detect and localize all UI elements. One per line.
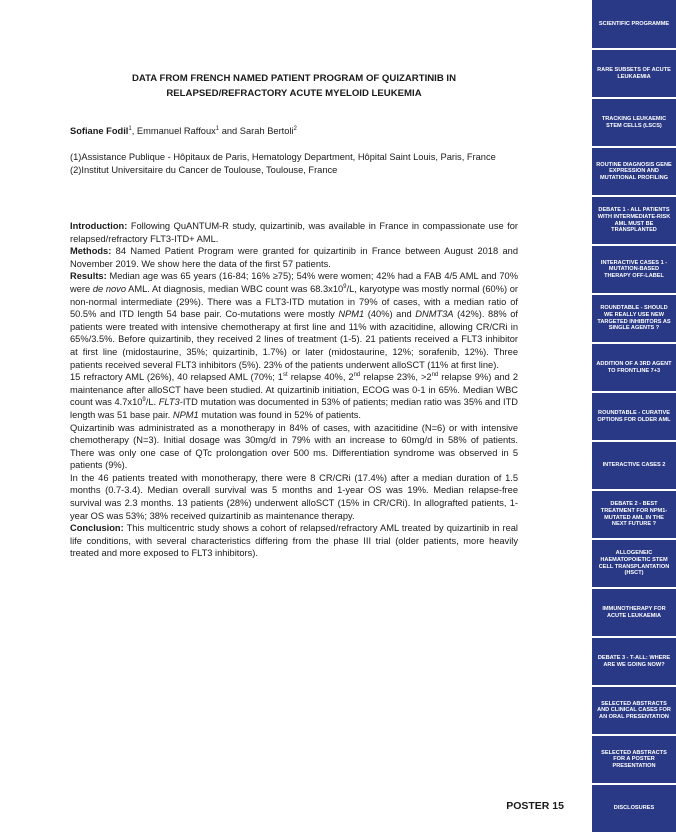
third-author: and Sarah Bertoli xyxy=(219,126,294,136)
para-italic: FLT3 xyxy=(158,397,180,408)
abstract-title xyxy=(70,71,518,101)
results-italic: NPM1 xyxy=(338,309,365,320)
para-text: 15 refractory AML (26%), 40 relapsed AML (70%; 1 xyxy=(70,372,284,383)
nav-item-debate-2[interactable]: DEBATE 2 - BEST TREATMENT FOR NPM1-MUTATED AML IN THE NEXT FUTURE ? xyxy=(592,491,676,538)
nav-item-poster-abstracts[interactable]: SELECTED ABSTRACTS FOR A POSTER PRESENTATION xyxy=(592,736,676,783)
nav-item-scientific-programme[interactable]: SCIENTIFIC PROGRAMME xyxy=(592,0,676,48)
nav-item-interactive-cases-1[interactable]: INTERACTIVE CASES 1 - MUTATION-BASED THERAPY OFF-LABEL xyxy=(592,246,676,293)
first-author: Sofiane Fodil xyxy=(70,126,129,136)
para-text: relapse 40%, 2 xyxy=(287,372,354,383)
results-paragraph-3: Quizartinib was administrated as a monotherapy in 84% of cases, with azacitidine (N=6) or with intensive chemotherapy (N=3). Initial dosage was 30mg/d in 79% with an increase to 60mg/d in 58% of patients. There was only one case of QTc prolongation over 500 ms. Differentiation syndrome was observed in 5 patients (9%). xyxy=(70,422,518,471)
introduction-label: Introduction: xyxy=(70,221,128,231)
introduction-text: Following QuANTUM-R study, quizartinib, was available in France in compassionate use for relapsed/refractory FLT3-ITD+ AML. xyxy=(70,221,518,244)
title-line-1: DATA FROM FRENCH NAMED PATIENT PROGRAM OF QUIZARTINIB IN xyxy=(131,73,457,84)
para-text: relapse 9%) and 2 maintenance after alloSCT have been studied. At quizartinib initiation, ECOG was 0-1 in 65%. Median WBC count was 4.7x10 xyxy=(70,372,519,408)
nav-item-routine-diagnosis[interactable]: ROUTINE DIAGNOSIS GENE EXPRESSION AND MUTATIONAL PROFILING xyxy=(592,148,676,195)
affiliations xyxy=(70,151,518,176)
results-sup: 9 xyxy=(343,283,347,290)
nav-item-debate-1[interactable]: DEBATE 1 - ALL PATIENTS WITH INTERMEDIATE-RISK AML MUST BE TRANSPLANTED xyxy=(592,197,676,244)
nav-item-oral-abstracts[interactable]: SELECTED ABSTRACTS AND CLINICAL CASES FOR AN ORAL PRESENTATION xyxy=(592,687,676,734)
para-sup: nd xyxy=(353,372,361,379)
methods-label: Methods: xyxy=(70,246,112,257)
para-text: -ITD mutation was documented in 53% of patients; median ratio was 35% and ITD length was 51 base pair. xyxy=(70,397,518,420)
sidebar-nav xyxy=(592,0,676,832)
results-italic: de novo xyxy=(92,283,126,294)
results-text: AML. At diagnosis, median WBC count was 68.3x10 xyxy=(126,283,344,294)
para-italic: NPM1 xyxy=(172,409,199,420)
nav-item-immunotherapy[interactable]: IMMUNOTHERAPY FOR ACUTE LEUKAEMIA xyxy=(592,589,676,636)
results-paragraph xyxy=(70,270,518,371)
results-text: /L, karyotype was mostly normal (60%) or non-normal intermediate (29%). There was a FLT3-ITD mutation in 79% of cases, with a median ratio of 50.5% and ITD length 54 base pair. Co-mutations were mostly xyxy=(70,283,519,320)
results-label: Results: xyxy=(70,271,107,282)
methods-text: 84 Named Patient Program were granted for quizartinib in France between August 2018 and November 2019. We show here the data of the first 57 patients. xyxy=(70,246,518,269)
nav-item-roundtable-inhibitors[interactable]: ROUNDTABLE - SHOULD WE REALLY USE NEW TARGETED INHIBITORS AS SINGLE AGENTS ? xyxy=(592,295,676,342)
nav-item-debate-3[interactable]: DEBATE 3 - T-ALL: WHERE ARE WE GOING NOW? xyxy=(592,638,676,685)
abstract-body xyxy=(70,220,518,560)
title-line-2: RELAPSED/REFRACTORY ACUTE MYELOID LEUKEMIA xyxy=(166,88,422,99)
author-affil-sup: 2 xyxy=(293,125,297,132)
para-sup: st xyxy=(283,372,288,379)
author-list xyxy=(70,125,518,137)
results-paragraph-4: In the 46 patients treated with monotherapy, there were 8 CR/CRi (17.4%) after a median duration of 1.5 months (0.7-3.4). Median overall survival was 5 months and 1-year OS was 19%. Median relapse-free survival was 2.3 months. 13 patients (28%) underwent alloSCT (15% in CR/CRi). In allografted patients, 1-year OS was 53%; 38% received quizartinib as maintenance therapy. xyxy=(70,472,518,521)
poster-number: POSTER 15 xyxy=(506,800,564,812)
nav-item-roundtable-older-aml[interactable]: ROUNDTABLE - CURATIVE OPTIONS FOR OLDER AML xyxy=(592,393,676,440)
results-italic: DNMT3A xyxy=(415,309,454,320)
nav-item-tracking-lscs[interactable]: TRACKING LEUKAEMIC STEM CELLS (LSCS) xyxy=(592,99,676,146)
conclusion-text: This multicentric study shows a cohort of relapsed/refractory AML treated by quizartinib in real life conditions, with several characteristics differing from the phase III trial (older patients, more heavily treated and more exposed to FLT3 inhibitors). xyxy=(70,523,518,559)
para-text: mutation was found in 52% of patients. xyxy=(198,409,361,420)
affiliation-2: (2)Institut Universitaire du Cancer de Toulouse, Toulouse, France xyxy=(70,164,338,175)
nav-item-disclosures[interactable]: DISCLOSURES xyxy=(592,785,676,832)
methods-paragraph xyxy=(70,245,518,270)
nav-item-third-agent[interactable]: ADDITION OF A 3RD AGENT TO FRONTLINE 7+3 xyxy=(592,344,676,391)
conclusion-paragraph xyxy=(70,522,518,560)
results-text: (40%) and xyxy=(364,309,416,320)
introduction-paragraph xyxy=(70,220,518,245)
nav-item-rare-subsets[interactable]: RARE SUBSETS OF ACUTE LEUKAEMIA xyxy=(592,50,676,97)
second-author: , Emmanuel Raffoux xyxy=(131,126,216,136)
affiliation-1: (1)Assistance Publique - Hôpitaux de Paris, Hematology Department, Hôpital Saint Louis, Paris, France xyxy=(70,152,496,162)
nav-item-interactive-cases-2[interactable]: INTERACTIVE CASES 2 xyxy=(592,442,676,489)
para-text: /L. xyxy=(145,397,159,408)
results-text: (42%). 88% of patients were treated with intensive chemotherapy at first line and 11% with azacitidine, allowing CR/CRi in 65%/3.5%. Before quizartinib, they received 2 lines of treatment (1-5). 21 patients received a FLT3 inhibitor at first line (midostaurine, 35%; quizartinib, 1.7%) or later (midostaurine, 12%; sorafenib, 12%). Three patients received several FLT3 inhibitors (5%). 23% of the patients underwent alloSCT (11% at first line). xyxy=(70,309,518,370)
results-paragraph-2 xyxy=(70,371,518,421)
para-sup: nd xyxy=(431,372,439,379)
nav-item-allogeneic-hsct[interactable]: ALLOGENEIC HAEMATOPOIETIC STEM CELL TRANSPLANTATION (HSCT) xyxy=(592,540,676,587)
para-sup: 9 xyxy=(142,397,146,404)
results-text: Median age was 65 years (16-84; 16% ≥75); 54% were women; 42% had a FAB 4/5 AML and 70% were xyxy=(70,271,518,294)
para-text: relapse 23%, >2 xyxy=(360,372,432,383)
conclusion-label: Conclusion: xyxy=(70,523,124,534)
author-affil-sup: 1 xyxy=(215,125,220,132)
author-affil-sup: 1 xyxy=(128,125,132,132)
